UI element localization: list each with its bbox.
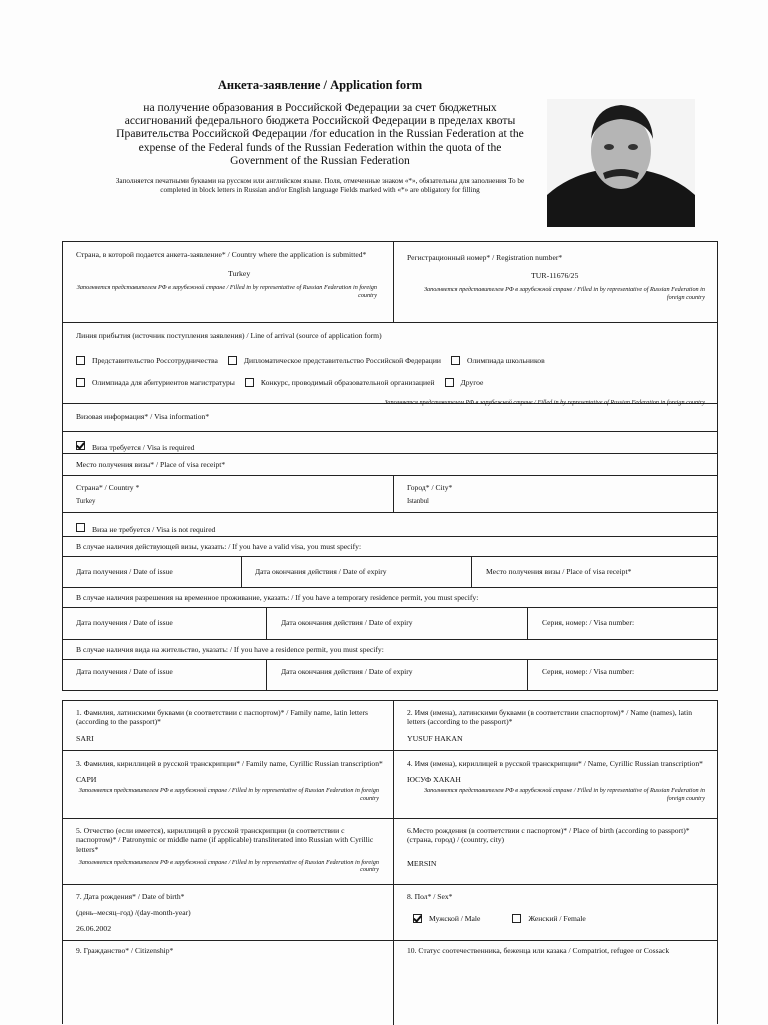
country-registration-row (63, 242, 717, 323)
checkbox[interactable] (228, 356, 237, 365)
date-issue-label: Дата получения / Date of issue (76, 567, 173, 576)
visa-country-value[interactable]: Turkey (76, 498, 96, 506)
form-title: Анкета-заявление / Application form (217, 78, 423, 92)
dob-format: (день–месяц–год) /(day-month-year) (76, 908, 191, 918)
sex-female-option[interactable] (512, 914, 585, 924)
family-latin-label: 1. Фамилия, латинскими буквами (в соответствии с паспортом)* / Family name, latin letters (according to the passport)* (76, 708, 368, 727)
status-label: 10. Статус соотечественника, беженца или казака / Compatriot, refugee or Cossack (407, 946, 670, 955)
sex-male-label: Мужской / Male (429, 914, 481, 924)
temp-permit-date-issue[interactable] (63, 608, 266, 639)
visa-city-label: Город* / City* (407, 483, 453, 492)
date-issue-label: Дата получения / Date of issue (76, 667, 173, 676)
visa-info-cell (63, 404, 717, 431)
checkbox[interactable] (451, 356, 460, 365)
birthplace-cell[interactable] (393, 819, 717, 884)
dob-cell[interactable] (63, 885, 393, 940)
temp-permit-label: В случае наличия разрешения на временное проживание, указать: / If you have a temporary residence permit, you must specify: (76, 593, 479, 602)
arrival-option[interactable]: Конкурс, проводимый образовательной организацией (245, 378, 435, 388)
visa-not-required-label: Виза не требуется / Visa is not required (92, 525, 216, 534)
family-latin-cell[interactable] (63, 701, 393, 750)
rep-note: Заполняется представителем РФ в зарубежной стране / Filled in by representative of Russian Federation in foreign country (384, 399, 705, 407)
checkbox[interactable] (245, 378, 254, 387)
visa-number-label: Серия, номер: / Visa number: (542, 667, 635, 676)
visa-not-required-cell[interactable] (63, 513, 717, 536)
residence-permit-cell (63, 640, 717, 659)
visa-receipt-label: Место получения визы / Place of visa receipt* (486, 567, 632, 576)
family-cyr-value[interactable]: САРИ (76, 775, 97, 785)
visa-place-label: Место получения визы* / Place of visa receipt* (76, 460, 226, 469)
family-cyr-cell[interactable] (63, 751, 393, 818)
filling-instructions: Заполняется печатными буквами на русском или английском языке. Поля, отмеченные знаком «*», обязательны для заполнения To be completed in block letters in Russian and/or English language Fields marked with «*» are obligatory for filling (115, 177, 525, 195)
residence-permit-number[interactable] (527, 660, 717, 690)
name-cyr-cell[interactable] (393, 751, 717, 818)
date-expiry-label: Дата окончания действия / Date of expiry (255, 567, 387, 576)
latin-name-row (63, 701, 717, 751)
personal-info-table (62, 700, 718, 1024)
visa-place-row (63, 454, 717, 476)
sex-cell (393, 885, 717, 940)
status-cell[interactable] (393, 941, 717, 1025)
temp-permit-date-expiry[interactable] (266, 608, 527, 639)
name-latin-label: 2. Имя (имена), латинскими буквами (в соответствии спаспортом)* / Name (names), latin letters (according to the passport)* (407, 708, 693, 727)
visa-not-required-checkbox[interactable] (76, 523, 85, 532)
form-header (60, 78, 580, 195)
residence-permit-date-expiry[interactable] (266, 660, 527, 690)
arrival-option[interactable]: Другое (445, 378, 484, 388)
valid-visa-fields-row (63, 557, 717, 588)
citizenship-cell[interactable] (63, 941, 393, 1025)
valid-visa-place[interactable] (471, 557, 717, 587)
visa-city-cell (393, 476, 717, 512)
name-cyr-value[interactable]: ЮСУФ ХАКАН (407, 775, 461, 785)
patronymic-birthplace-row (63, 819, 717, 885)
temp-permit-fields-row (63, 608, 717, 640)
country-cell (63, 242, 393, 322)
residence-permit-fields-row (63, 660, 717, 690)
dob-label: 7. Дата рождения* / Date of birth* (76, 892, 185, 901)
temp-permit-row (63, 588, 717, 608)
visa-info-label: Визовая информация* / Visa information* (76, 412, 210, 421)
birthplace-label: 6.Место рождения (в соответствии с паспортом)* / Place of birth (according to passport)* (страна, город) / (country, city) (407, 826, 690, 845)
sex-male-option[interactable] (413, 914, 480, 924)
sex-label: 8. Пол* / Sex* (407, 892, 453, 901)
rep-note: Заполняется представителем РФ в зарубежной стране / Filled in by representative of Russian Federation in foreign country (78, 858, 379, 874)
family-cyr-label: 3. Фамилия, кириллицей в русской транскрипции* / Family name, Cyrillic Russian transcription* (76, 759, 383, 768)
citizenship-label: 9. Гражданство* / Citizenship* (76, 946, 174, 955)
dob-value[interactable]: 26.06.2002 (76, 923, 112, 933)
arrival-cell (63, 323, 717, 407)
patronymic-label: 5. Отчество (если имеется), кириллицей в русской транскрипции (в соответствии с паспортом)* / Patronymic or middle name (if applicable) transliterated into Russian with Cyrillic letters* (76, 826, 374, 854)
rep-note: Заполняется представителем РФ в зарубежной стране / Filled in by representative of Russian Federation in foreign country (78, 787, 379, 802)
name-cyr-label: 4. Имя (имена), кириллицей в русской транскрипции* / Name, Cyrillic Russian transcription* (407, 759, 703, 768)
applicant-photo-icon (547, 99, 695, 227)
name-latin-cell[interactable] (393, 701, 717, 750)
visa-number-label: Серия, номер: / Visa number: (542, 618, 635, 627)
application-info-table (62, 241, 718, 691)
valid-visa-cell (63, 537, 717, 556)
visa-info-row (63, 404, 717, 432)
arrival-option[interactable]: Дипломатическое представительство Российской Федерации (228, 356, 441, 366)
temp-permit-number[interactable] (527, 608, 717, 639)
arrival-options-line-1 (76, 350, 709, 368)
visa-required-cell[interactable] (63, 432, 717, 453)
visa-required-checkbox[interactable] (76, 441, 85, 450)
family-latin-value[interactable]: SARI (76, 733, 94, 743)
visa-not-required-row (63, 513, 717, 537)
valid-visa-date-issue[interactable] (63, 557, 241, 587)
checkbox[interactable] (76, 378, 85, 387)
checkbox[interactable] (445, 378, 454, 387)
valid-visa-label: В случае наличия действующей визы, указать: / If you have a valid visa, you must specify: (76, 542, 362, 551)
arrival-row (63, 323, 717, 407)
visa-required-label: Виза требуется / Visa is required (92, 443, 195, 452)
country-value[interactable]: Turkey (228, 269, 251, 279)
temp-permit-cell (63, 588, 717, 607)
sex-options (413, 908, 709, 926)
arrival-option[interactable]: Представительство Россотрудничества (76, 356, 218, 366)
residence-permit-date-issue[interactable] (63, 660, 266, 690)
registration-label: Регистрационный номер* / Registration number* (407, 253, 563, 262)
visa-country-label: Страна* / Country * (76, 483, 140, 492)
rep-note: Заполняется представителем РФ в зарубежной стране / Filled in by representative of Russian Federation in foreign country (76, 284, 377, 299)
cyrillic-name-row (63, 751, 717, 819)
visa-country-cell (63, 476, 393, 512)
rep-note: Заполняется представителем РФ в зарубежной стране / Filled in by representative of Russian Federation in foreign country (423, 286, 705, 301)
registration-cell (393, 242, 717, 322)
residence-permit-row (63, 640, 717, 660)
sex-male-checkbox[interactable] (413, 914, 422, 923)
name-latin-value[interactable]: YUSUF HAKAN (407, 733, 463, 743)
visa-place-cell (63, 454, 717, 475)
valid-visa-date-expiry[interactable] (241, 557, 471, 587)
date-issue-label: Дата получения / Date of issue (76, 618, 173, 627)
patronymic-cell[interactable] (63, 819, 393, 884)
arrival-label: Линия прибытия (источник поступления заявления) / Line of arrival (source of application form) (76, 331, 382, 340)
citizenship-status-row (63, 941, 717, 1025)
sex-female-label: Женский / Female (528, 914, 586, 924)
checkbox[interactable] (76, 356, 85, 365)
registration-value[interactable]: TUR-11676/25 (531, 271, 579, 281)
dob-sex-row (63, 885, 717, 941)
arrival-option[interactable]: Олимпиада школьников (451, 356, 545, 366)
arrival-option[interactable]: Олимпиада для абитуриентов магистратуры (76, 378, 235, 388)
form-subtitle: на получение образования в Российской Федерации за счет бюджетных ассигнований федерального бюджета Российской Федерации в пределах квоты Правительства Российской Федерации /for education in the Russian Federation at the expense of the Federal funds of the Russian Federation within the quota of the Government of the Russian Federation (116, 101, 524, 167)
rep-note: Заполняется представителем РФ в зарубежной стране / Filled in by representative of Russian Federation in foreign country (423, 787, 705, 802)
sex-female-checkbox[interactable] (512, 914, 521, 923)
arrival-options-line-2 (76, 372, 709, 390)
residence-permit-label: В случае наличия вида на жительство, указать: / If you have a residence permit, you must specify: (76, 645, 384, 654)
date-expiry-label: Дата окончания действия / Date of expiry (281, 667, 413, 676)
visa-city-value[interactable]: Istanbul (407, 498, 429, 506)
birthplace-value[interactable]: MERSIN (407, 858, 437, 868)
visa-required-row (63, 432, 717, 454)
date-expiry-label: Дата окончания действия / Date of expiry (281, 618, 413, 627)
valid-visa-row (63, 537, 717, 557)
visa-country-city-row (63, 476, 717, 513)
country-label: Страна, в которой подается анкета-заявление* / Country where the application is submitted* (76, 250, 367, 259)
